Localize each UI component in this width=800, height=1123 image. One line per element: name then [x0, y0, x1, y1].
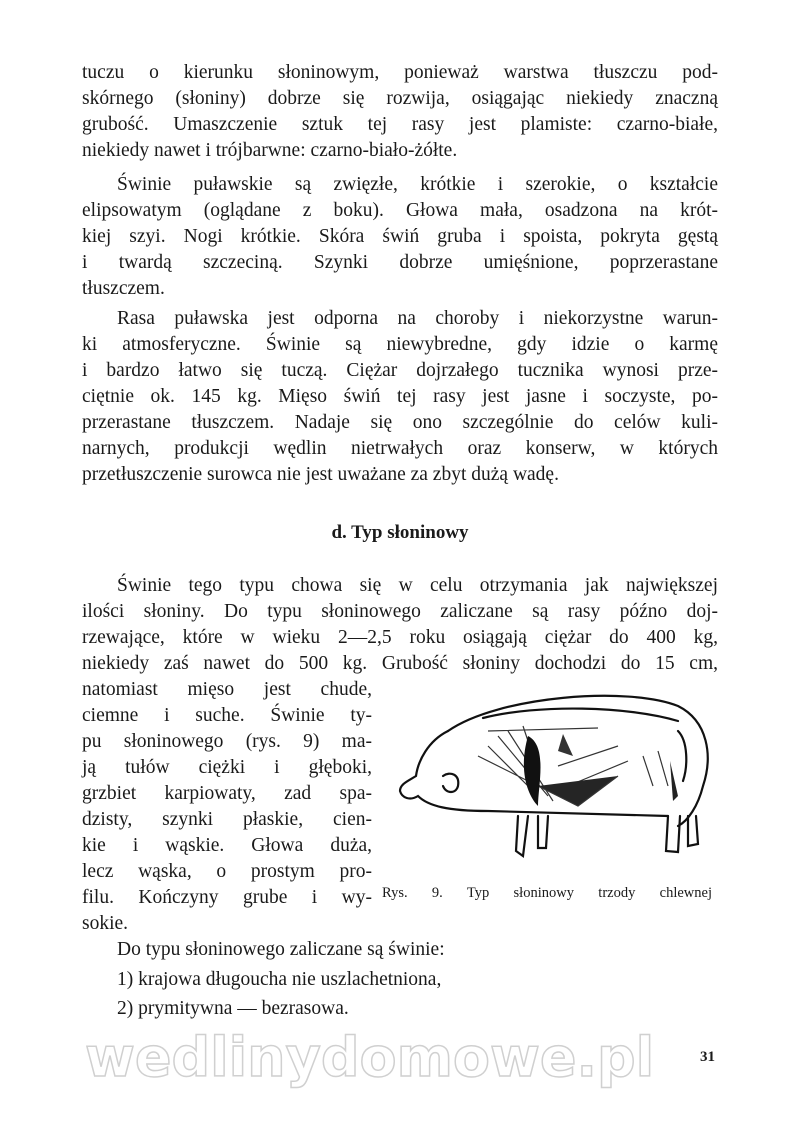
pig-illustration-icon: [388, 676, 723, 876]
footer-watermark: wedlinydomowe.pl: [85, 1026, 655, 1089]
text-line: Rasa puławska jest odporna na choroby i niekorzystne warun-: [117, 308, 718, 329]
text-line: ciętnie ok. 145 kg. Mięso świń tej rasy jest jasne i soczyste, po-: [82, 386, 718, 407]
text-line: ciemne i suche. Świnie ty-: [82, 705, 372, 726]
text-line: przetłuszczenie surowca nie jest uważane za zbyt dużą wadę.: [82, 464, 559, 485]
text-line: grubość. Umaszczenie sztuk tej rasy jest plamiste: czarno-białe,: [82, 114, 718, 135]
text-line: kiej szyi. Nogi krótkie. Skóra świń gruba i spoista, pokryta gęstą: [82, 226, 718, 247]
text-line: lecz wąska, o prostym pro-: [82, 861, 372, 882]
text-line: dzisty, szynki płaskie, cien-: [82, 809, 372, 830]
text-line: natomiast mięso jest chude,: [82, 679, 372, 700]
pig-illustration-figure: [388, 676, 723, 876]
text-line: tłuszczem.: [82, 278, 165, 299]
text-line: elipsowatym (oglądane z boku). Głowa mała, osadzona na krót-: [82, 200, 718, 221]
list-item: 2) prymitywna — bezrasowa.: [117, 998, 349, 1019]
text-line: przerastane tłuszczem. Nadaje się ono szczególnie do celów kuli-: [82, 412, 718, 433]
text-line: rzewające, które w wieku 2—2,5 roku osiągają ciężar do 400 kg,: [82, 627, 718, 648]
text-line: pu słoninowego (rys. 9) ma-: [82, 731, 372, 752]
page-number: 31: [700, 1049, 715, 1065]
text-line: grzbiet karpiowaty, zad spa-: [82, 783, 372, 804]
text-line: ją tułów ciężki i głęboki,: [82, 757, 372, 778]
text-line: tuczu o kierunku słoninowym, ponieważ warstwa tłuszczu pod-: [82, 62, 718, 83]
text-line: ilości słoniny. Do typu słoninowego zaliczane są rasy późno doj-: [82, 601, 718, 622]
text-line: i twardą szczeciną. Szynki dobrze umięśnione, poprzerastane: [82, 252, 718, 273]
text-line: skórnego (słoniny) dobrze się rozwija, osiągając niekiedy znaczną: [82, 88, 718, 109]
list-item: 1) krajowa długoucha nie uszlachetniona,: [117, 969, 442, 990]
text-line: i bardzo łatwo się tuczą. Ciężar dojrzałego tucznika wynosi prze-: [82, 360, 718, 381]
paragraph-5: Do typu słoninowego zaliczane są świnie:: [117, 939, 445, 960]
text-line: niekiedy nawet i trójbarwne: czarno-biało-żółte.: [82, 140, 458, 161]
figure-caption: Rys. 9. Typ słoninowy trzody chlewnej: [382, 885, 712, 901]
text-line: Świnie puławskie są zwięzłe, krótkie i szerokie, o kształcie: [117, 174, 718, 195]
text-line: Świnie tego typu chowa się w celu otrzymania jak największej: [117, 575, 718, 596]
text-line: ki atmosferyczne. Świnie są niewybredne, gdy idzie o karmę: [82, 334, 718, 355]
text-line: kie i wąskie. Głowa duża,: [82, 835, 372, 856]
text-line: narnych, produkcji wędlin nietrwałych oraz konserw, w których: [82, 438, 718, 459]
text-line: filu. Kończyny grube i wy-: [82, 887, 372, 908]
text-line: sokie.: [82, 913, 129, 934]
section-heading: d. Typ słoninowy: [331, 522, 469, 543]
text-line: niekiedy zaś nawet do 500 kg. Grubość słoniny dochodzi do 15 cm,: [82, 653, 718, 674]
